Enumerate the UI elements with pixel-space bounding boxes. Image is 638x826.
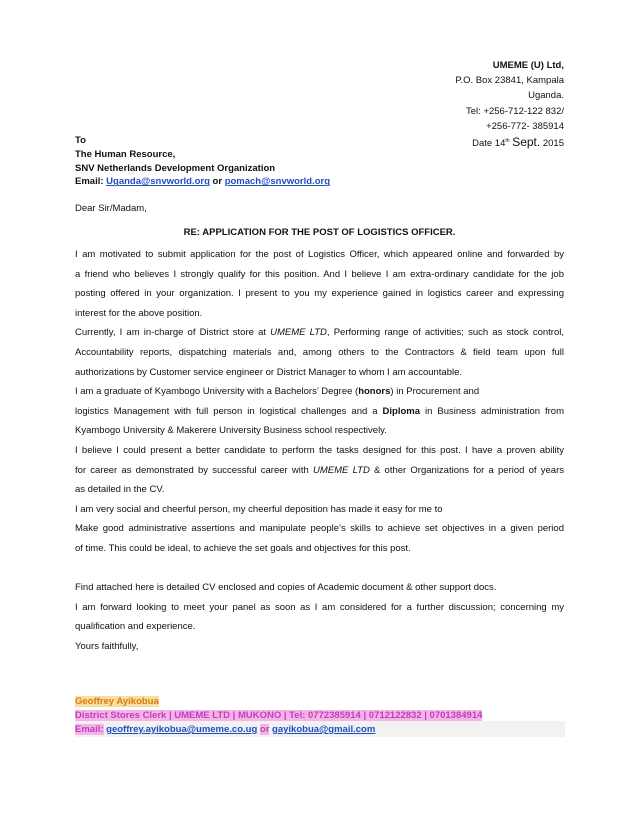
subject-line: RE: APPLICATION FOR THE POST OF LOGISTICS OFFICER. (183, 227, 456, 238)
body-line: Make good administrative assertions and manipulate people’s skills to achieve set objectives in a given period (75, 523, 564, 535)
signature-or: or (259, 724, 270, 735)
body-line: I am motivated to submit application for the post of Logistics Officer, which appeared online and forwarded by (75, 249, 564, 260)
sender-company: UMEME (U) Ltd, (492, 60, 564, 71)
body-bold: Diploma (382, 405, 420, 417)
recipient-email-label: Email: (75, 176, 104, 188)
body-text: & other Organizations for a period of years (369, 464, 564, 476)
body-text: logistics Management with full person in logistical challenges and a (75, 405, 383, 417)
body-line (75, 461, 564, 481)
recipient-line-1: The Human Resource, (75, 148, 176, 160)
body-text: , Performing range of activities; such as stock control, (326, 327, 564, 339)
body-text: for career as demonstrated by successful career with (75, 464, 313, 476)
body-line: authorizations by Customer service engineer or District Manager to whom I am accountable. (75, 366, 463, 378)
signature-title-line (75, 709, 565, 723)
body-line: of time. This could be ideal, to achieve the set goals and objectives for this post. (75, 542, 411, 554)
body-emphasis: UMEME LTD (313, 464, 370, 476)
body-text: ) in Procurement and (390, 386, 480, 398)
body-emphasis: UMEME LTD (270, 327, 327, 339)
signature-name: Geoffrey Ayikobua (75, 696, 159, 707)
paragraph-gap (75, 559, 564, 579)
signature-email-label: Email: (75, 724, 104, 735)
body-text: I am a graduate of Kyambogo University with a Bachelors’ Degree ( (75, 386, 359, 398)
date-day: Date 14 (472, 138, 506, 150)
body-line: I am very social and cheerful person, my cheerful deposition has made it easy for me to (75, 503, 443, 515)
body-line (75, 323, 564, 343)
body-text: in Business administration from (420, 405, 564, 417)
signature-email-line (75, 723, 565, 737)
sender-country: Uganda. (528, 90, 564, 102)
signature-name-line (75, 695, 565, 709)
body-line: a friend who believes I strongly qualify for this position. And I believe I am extra-ordinary candidate for the job (75, 268, 564, 280)
body-line (75, 382, 564, 402)
salutation: Dear Sir/Madam, (75, 203, 147, 214)
body-line: I am forward looking to meet your panel as soon as I am considered for a further discussion; concerning my (75, 601, 564, 613)
body-line: as detailed in the CV. (75, 484, 165, 496)
recipient-email-link-2[interactable]: pomach@snvworld.org (224, 176, 331, 188)
body-text: Currently, I am in-charge of District store at (75, 327, 271, 339)
body-line: Kyambogo University & Makerere University Business school respectively. (75, 425, 387, 437)
body-line: Accountability reports, dispatching materials and, among others to the Contractors & field team upon full (75, 346, 564, 358)
recipient-line-2: SNV Netherlands Development Organization (75, 162, 276, 174)
sender-address (455, 58, 564, 151)
recipient-or: or (212, 176, 223, 188)
closing: Yours faithfully, (75, 640, 139, 652)
body-line (75, 402, 564, 422)
body-line: I believe I could present a better candidate to perform the tasks designed for this post. I have a proven ability (75, 444, 564, 456)
signature-block (75, 695, 565, 737)
recipient-email-link-1[interactable]: Uganda@snvworld.org (106, 176, 210, 188)
letter-date (455, 134, 564, 151)
recipient-block (75, 134, 330, 189)
body-line: Find attached here is detailed CV enclosed and copies of Academic document & other support docs. (75, 582, 497, 594)
body-line: interest for the above position. (75, 307, 203, 319)
date-year: 2015 (542, 138, 564, 150)
sender-tel-2: +256-772- 385914 (486, 120, 564, 132)
recipient-to: To (75, 135, 86, 146)
letter-body (75, 245, 564, 656)
recipient-email-line (75, 175, 330, 189)
sender-po-box: P.O. Box 23841, Kampala (455, 75, 564, 87)
body-bold: honors (358, 386, 391, 398)
body-line: qualification and experience. (75, 621, 196, 633)
signature-title: District Stores Clerk | UMEME LTD | MUKONO | Tel: 0772385914 | 0712122832 | 0701384914 (75, 710, 483, 721)
sender-tel-1: Tel: +256-712-122 832/ (466, 105, 564, 117)
body-line: posting offered in your organization. I present to you my experience gained in logistics career and expressing (75, 288, 564, 300)
signature-email-link-1[interactable]: geoffrey.ayikobua@umeme.co.ug (106, 724, 258, 735)
signature-email-link-2[interactable]: gayikobua@gmail.com (272, 724, 376, 735)
date-month: Sept. (512, 135, 541, 150)
date-suffix: th (505, 138, 510, 145)
